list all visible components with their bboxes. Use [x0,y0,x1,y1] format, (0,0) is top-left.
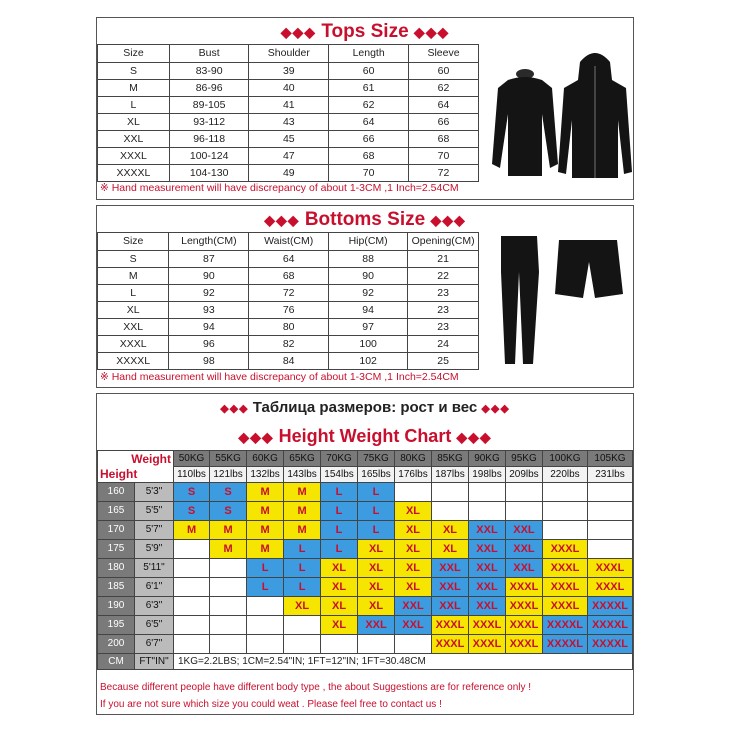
size-cell: XXXL [542,559,587,578]
tops-cell: M [98,80,170,97]
height-ft-cell: 5'9" [135,540,174,559]
bottoms-cell: 92 [169,285,249,302]
size-cell: L [321,540,358,559]
size-cell [210,616,247,635]
weight-lbs-cell: 198lbs [468,467,505,483]
hw-row [98,578,633,597]
compression-shirt-image [480,44,634,182]
size-cell: M [247,540,284,559]
bottoms-size-title: ◆◆◆ Bottoms Size ◆◆◆ [264,209,466,230]
size-cell [174,540,210,559]
russian-title: ◆◆◆ Таблица размеров: рост и вес ◆◆◆ [220,399,510,416]
bottoms-header-cell: Size [98,233,169,251]
size-cell: M [247,483,284,502]
bottoms-cell: 96 [169,336,249,353]
size-cell: XXXL [542,540,587,559]
size-cell: M [284,521,321,540]
weight-kg-cell: 95KG [505,451,542,467]
height-weight-panel [96,393,634,715]
tops-cell: 104-130 [169,165,248,182]
size-cell: XL [395,540,432,559]
bottoms-cell: 76 [249,302,329,319]
weight-kg-cell: 55KG [210,451,247,467]
size-cell [542,521,587,540]
tops-cell: 43 [249,114,329,131]
weight-lbs-cell: 209lbs [505,467,542,483]
size-cell: XL [432,540,469,559]
tops-cell: 86-96 [169,80,248,97]
size-cell: XL [321,578,358,597]
bottoms-cell: 97 [329,319,408,336]
size-cell: XL [395,502,432,521]
height-label: Height [100,467,138,481]
bottoms-row [98,285,479,302]
bottoms-cell: 102 [329,353,408,370]
size-cell: XXL [505,559,542,578]
size-cell [210,578,247,597]
bottoms-row [98,336,479,353]
bottoms-cell: 88 [329,251,408,268]
weight-kg-cell: 105KG [587,451,632,467]
tops-row [98,114,479,131]
size-cell [587,483,632,502]
tops-size-table [97,44,479,182]
weight-lbs-cell: 165lbs [358,467,395,483]
bottoms-cell: 64 [249,251,329,268]
size-cell: XXXXL [587,616,632,635]
height-cm-cell: 160 [98,483,135,502]
bottoms-cell: 94 [329,302,408,319]
bottoms-header-cell: Length(CM) [169,233,249,251]
size-cell [468,483,505,502]
bottoms-cell: 90 [169,268,249,285]
weight-kg-cell: 85KG [432,451,469,467]
size-cell: L [321,483,358,502]
tops-cell: 62 [408,80,478,97]
size-cell: XL [358,540,395,559]
size-cell [358,635,395,654]
tops-cell: 47 [249,148,329,165]
bottoms-cell: 22 [408,268,479,285]
tops-cell: 68 [408,131,478,148]
bottoms-header-cell: Waist(CM) [249,233,329,251]
bottoms-cell: 98 [169,353,249,370]
size-cell: XXXL [468,616,505,635]
size-cell: XXL [468,521,505,540]
size-cell: XXL [395,616,432,635]
tops-cell: 96-118 [169,131,248,148]
contact-note: If you are not sure which size you could weat . Please feel free to contact us ! [100,699,442,710]
size-cell: XXXXL [587,635,632,654]
tops-cell: XL [98,114,170,131]
tops-cell: XXXL [98,148,170,165]
size-cell: L [284,559,321,578]
tops-row [98,63,479,80]
size-cell: S [210,502,247,521]
height-ft-cell: 5'7" [135,521,174,540]
bottoms-cell: L [98,285,169,302]
tops-cell: 66 [408,114,478,131]
tops-cell: 41 [249,97,329,114]
hw-row [98,597,633,616]
bottoms-cell: 92 [329,285,408,302]
size-cell [395,483,432,502]
size-cell: L [247,578,284,597]
size-cell: XXL [468,540,505,559]
size-cell [505,483,542,502]
size-cell [247,635,284,654]
weight-lbs-cell: 110lbs [174,467,210,483]
size-cell: XXL [432,597,469,616]
size-cell: XXL [468,559,505,578]
size-cell: XXXL [468,635,505,654]
size-cell: XXXL [587,578,632,597]
bottoms-note: ※ Hand measurement will have discrepancy of about 1-3CM ,1 Inch=2.54CM [100,371,459,383]
size-cell: L [247,559,284,578]
bottoms-cell: M [98,268,169,285]
size-cell: XXL [468,578,505,597]
tops-header-cell: Size [98,45,170,63]
bottoms-cell: 82 [249,336,329,353]
size-cell [468,502,505,521]
size-cell: XXXL [432,635,469,654]
height-cm-cell: 195 [98,616,135,635]
bottoms-cell: XXXL [98,336,169,353]
bottoms-row [98,251,479,268]
height-cm-cell: 180 [98,559,135,578]
weight-label: Weight [131,452,171,466]
size-cell: XXXL [505,578,542,597]
tops-cell: XXL [98,131,170,148]
bottoms-cell: 23 [408,319,479,336]
height-ft-cell: 5'5" [135,502,174,521]
weight-kg-cell: 75KG [358,451,395,467]
size-cell: XXL [468,597,505,616]
size-cell: XXL [432,578,469,597]
bottoms-cell: 84 [249,353,329,370]
height-cm-cell: 170 [98,521,135,540]
bottoms-header-cell: Opening(CM) [408,233,479,251]
tops-cell: 68 [329,148,409,165]
size-cell: XL [321,616,358,635]
height-ft-cell: 5'3" [135,483,174,502]
size-cell: XXXL [587,559,632,578]
weight-lbs-cell: 143lbs [284,467,321,483]
hw-footer-row [98,654,633,670]
bottoms-cell: XXXXL [98,353,169,370]
height-cm-cell: 200 [98,635,135,654]
footer-cm-cell: CM [98,654,135,670]
height-ft-cell: 5'11" [135,559,174,578]
tops-cell: 64 [408,97,478,114]
height-cm-cell: 185 [98,578,135,597]
tops-header-cell: Sleeve [408,45,478,63]
size-cell [432,483,469,502]
hw-kg-row [98,451,633,467]
bottoms-cell: 93 [169,302,249,319]
bottoms-row [98,353,479,370]
tops-size-panel [96,17,634,200]
weight-lbs-cell: 121lbs [210,467,247,483]
tops-header-cell: Shoulder [249,45,329,63]
tops-cell: 45 [249,131,329,148]
hw-row [98,635,633,654]
hw-row [98,616,633,635]
bottoms-row [98,302,479,319]
weight-lbs-cell: 176lbs [395,467,432,483]
size-cell [284,616,321,635]
tops-cell: 60 [329,63,409,80]
tops-row [98,148,479,165]
height-weight-table [97,450,633,670]
size-cell: XXXL [542,578,587,597]
tops-cell: L [98,97,170,114]
size-cell [542,483,587,502]
size-cell [174,578,210,597]
bottoms-cell: 100 [329,336,408,353]
size-cell: L [321,502,358,521]
size-cell: XL [395,559,432,578]
size-cell: M [284,483,321,502]
size-cell: XXXXL [542,635,587,654]
size-cell: XXL [358,616,395,635]
tops-cell: 72 [408,165,478,182]
size-cell: L [321,521,358,540]
size-cell: M [247,502,284,521]
size-cell: M [247,521,284,540]
size-cell: L [358,521,395,540]
size-cell [587,521,632,540]
bottoms-row [98,319,479,336]
size-cell: XL [321,597,358,616]
size-cell [247,616,284,635]
size-cell: S [174,502,210,521]
size-cell [210,597,247,616]
size-cell [395,635,432,654]
size-cell: XXL [432,559,469,578]
weight-lbs-cell: 220lbs [542,467,587,483]
hw-row [98,540,633,559]
bottoms-cell: 24 [408,336,479,353]
bottoms-cell: 25 [408,353,479,370]
height-weight-title: ◆◆◆ Height Weight Chart ◆◆◆ [238,426,492,446]
bottoms-cell: XXL [98,319,169,336]
footer-ft-cell: FT"IN" [135,654,174,670]
size-cell: XL [432,521,469,540]
size-cell [210,635,247,654]
size-cell [174,559,210,578]
size-cell: XL [284,597,321,616]
weight-kg-cell: 70KG [321,451,358,467]
bottoms-cell: 72 [249,285,329,302]
weight-kg-cell: 50KG [174,451,210,467]
tops-header-cell: Length [329,45,409,63]
tops-cell: 70 [408,148,478,165]
hw-lbs-row [98,467,633,483]
hw-row [98,521,633,540]
bottoms-size-table [97,232,479,370]
size-cell [247,597,284,616]
tops-cell: 62 [329,97,409,114]
size-cell [321,635,358,654]
size-cell [174,635,210,654]
bottoms-cell: XL [98,302,169,319]
weight-lbs-cell: 154lbs [321,467,358,483]
tops-cell: 60 [408,63,478,80]
compression-pants-image [487,232,633,368]
size-cell: XXXXL [542,616,587,635]
tops-cell: 89-105 [169,97,248,114]
size-cell: XXXL [505,616,542,635]
tops-cell: S [98,63,170,80]
tops-cell: 39 [249,63,329,80]
size-cell: M [210,540,247,559]
conversion-cell: 1KG=2.2LBS; 1CM=2.54"IN; 1FT=12"IN; 1FT=30.48CM [174,654,633,670]
bottoms-cell: 68 [249,268,329,285]
bottoms-cell: 87 [169,251,249,268]
bottoms-header-cell: Hip(CM) [329,233,408,251]
size-cell: M [210,521,247,540]
hw-row [98,502,633,521]
tops-row [98,97,479,114]
hw-row [98,559,633,578]
weight-lbs-cell: 231lbs [587,467,632,483]
hw-row [98,483,633,502]
size-cell: S [174,483,210,502]
height-ft-cell: 6'5" [135,616,174,635]
tops-cell: 66 [329,131,409,148]
tops-cell: 70 [329,165,409,182]
height-ft-cell: 6'1" [135,578,174,597]
size-cell: L [284,578,321,597]
bottoms-cell: 21 [408,251,479,268]
size-cell [174,597,210,616]
bottoms-cell: 94 [169,319,249,336]
size-cell: L [358,502,395,521]
size-cell [505,502,542,521]
size-cell: S [210,483,247,502]
tops-row [98,165,479,182]
bottoms-row [98,268,479,285]
size-cell: L [284,540,321,559]
size-cell: XXL [395,597,432,616]
size-cell: XL [358,578,395,597]
tops-cell: 83-90 [169,63,248,80]
size-cell: XXXXL [587,597,632,616]
size-cell: XXL [505,540,542,559]
height-ft-cell: 6'3" [135,597,174,616]
tops-cell: 49 [249,165,329,182]
size-cell: XL [395,578,432,597]
tops-header-row [98,45,479,63]
size-cell: M [174,521,210,540]
weight-kg-cell: 65KG [284,451,321,467]
size-cell [284,635,321,654]
bottoms-size-panel [96,205,634,388]
size-cell: XXL [505,521,542,540]
size-cell [542,502,587,521]
height-cm-cell: 175 [98,540,135,559]
size-cell [432,502,469,521]
tops-cell: 40 [249,80,329,97]
tops-cell: XXXXL [98,165,170,182]
weight-lbs-cell: 187lbs [432,467,469,483]
tops-size-title: ◆◆◆ Tops Size ◆◆◆ [280,21,450,42]
size-cell: L [358,483,395,502]
size-cell: XL [321,559,358,578]
bottoms-header-row [98,233,479,251]
weight-height-corner [98,451,174,483]
weight-lbs-cell: 132lbs [247,467,284,483]
bottoms-cell: 80 [249,319,329,336]
size-cell [210,559,247,578]
size-cell: XL [395,521,432,540]
size-cell [174,616,210,635]
bottoms-cell: S [98,251,169,268]
height-cm-cell: 165 [98,502,135,521]
size-cell [587,540,632,559]
tops-cell: 100-124 [169,148,248,165]
size-cell: XL [358,597,395,616]
size-cell: XXXL [542,597,587,616]
tops-cell: 64 [329,114,409,131]
size-cell [587,502,632,521]
tops-cell: 61 [329,80,409,97]
bottoms-cell: 90 [329,268,408,285]
weight-kg-cell: 60KG [247,451,284,467]
tops-header-cell: Bust [169,45,248,63]
size-cell: XXXL [505,597,542,616]
height-cm-cell: 190 [98,597,135,616]
size-cell: XXXL [505,635,542,654]
bottoms-cell: 23 [408,285,479,302]
weight-kg-cell: 100KG [542,451,587,467]
bottoms-cell: 23 [408,302,479,319]
weight-kg-cell: 80KG [395,451,432,467]
size-cell: XXXL [432,616,469,635]
size-cell: XL [358,559,395,578]
tops-row [98,80,479,97]
size-cell: M [284,502,321,521]
tops-note: ※ Hand measurement will have discrepancy of about 1-3CM ,1 Inch=2.54CM [100,182,459,194]
tops-row [98,131,479,148]
height-ft-cell: 6'7" [135,635,174,654]
weight-kg-cell: 90KG [468,451,505,467]
reference-note: Because different people have different body type , the about Suggestions are for reference only ! [100,682,532,693]
tops-cell: 93-112 [169,114,248,131]
